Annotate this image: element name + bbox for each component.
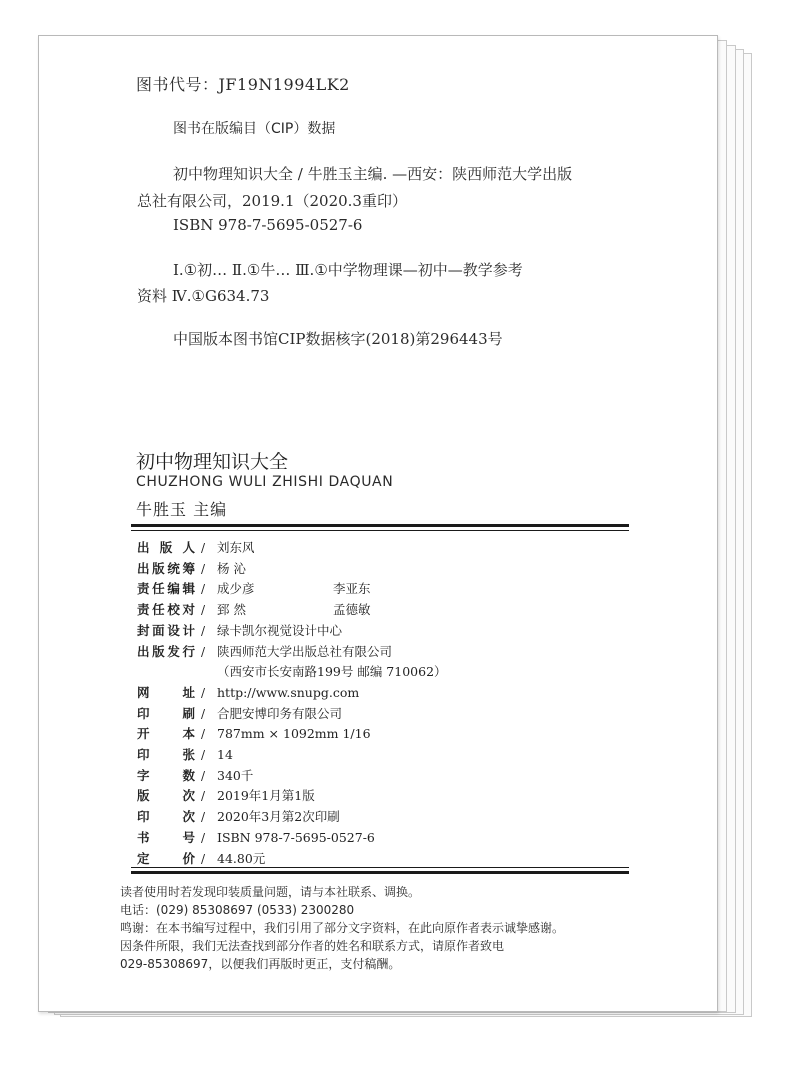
- info-label-char: 发: [167, 643, 180, 659]
- info-label-char: 定: [137, 850, 150, 866]
- info-label-char: 责: [137, 581, 150, 597]
- info-label-char: 面: [152, 622, 165, 638]
- info-label-char: 号: [182, 829, 195, 845]
- info-value: 陕西师范大学出版总社有限公司: [217, 643, 393, 659]
- info-label-char: 本: [182, 726, 195, 742]
- info-label-char: 印: [137, 705, 150, 721]
- info-label: [137, 684, 195, 702]
- notice-line: 因条件所限，我们无法查找到部分作者的姓名和联系方式，请原作者致电: [120, 939, 505, 953]
- info-label-char: 任: [152, 602, 165, 618]
- cip-line: ISBN 978-7-5695-0527-6: [173, 216, 363, 234]
- info-label: [137, 601, 195, 619]
- info-label: [137, 787, 195, 805]
- info-separator: /: [201, 582, 206, 597]
- info-label: [137, 829, 195, 847]
- info-label: [137, 767, 195, 785]
- info-label: [137, 705, 195, 723]
- info-label-char: 出: [137, 540, 150, 555]
- book-title: 初中物理知识大全: [136, 451, 289, 473]
- info-label-char: 统: [167, 560, 180, 576]
- book-title-pinyin: CHUZHONG WULI ZHISHI DAQUAN: [136, 474, 394, 490]
- info-separator: /: [201, 561, 206, 576]
- divider-thick: [131, 871, 629, 874]
- info-value: ISBN 978-7-5695-0527-6: [217, 829, 375, 845]
- info-value: 合肥安博印务有限公司: [217, 705, 343, 721]
- notice-line: 电话：(029) 85308697 (0533) 2300280: [120, 903, 355, 917]
- divider-thin: [131, 867, 629, 868]
- info-label: [137, 622, 195, 640]
- info-value: 杨 沁: [217, 560, 246, 576]
- info-label-char: 数: [182, 767, 195, 783]
- info-label: [137, 725, 195, 743]
- info-separator: /: [201, 851, 206, 866]
- info-label: [137, 580, 195, 598]
- info-label-char: 张: [182, 747, 195, 762]
- info-label-char: 印: [137, 747, 150, 762]
- info-label-char: 字: [137, 767, 150, 783]
- info-value: 郅 然: [217, 602, 246, 618]
- book-code: 图书代号：JF19N1994LK2: [136, 75, 350, 94]
- info-label: [137, 808, 195, 826]
- info-label-char: 编: [167, 581, 180, 597]
- notice-line: 鸣谢：在本书编写过程中，我们引用了部分文字资料，在此向原作者表示诚挚感谢。: [120, 921, 565, 935]
- info-value: 2020年3月第2次印刷: [217, 809, 340, 825]
- info-separator: /: [201, 830, 206, 845]
- info-label-char: 出: [137, 560, 150, 576]
- info-label-char: 版: [159, 540, 173, 555]
- info-separator: /: [201, 541, 206, 555]
- info-separator: /: [201, 685, 206, 700]
- info-separator: /: [201, 789, 206, 804]
- info-label-char: 校: [167, 602, 180, 618]
- info-label-char: 网: [137, 684, 150, 700]
- cip-line: 总社有限公司，2019.1（2020.3重印）: [137, 192, 407, 210]
- info-label-char: 址: [182, 684, 195, 700]
- cip-line: 资料 Ⅳ.①G634.73: [137, 287, 270, 305]
- divider-thick: [131, 524, 629, 527]
- info-label: [137, 746, 195, 764]
- info-value: 340千: [217, 767, 254, 783]
- info-separator: /: [201, 603, 206, 618]
- info-value: http://www.snupg.com: [217, 684, 360, 700]
- info-label-char: 行: [182, 643, 195, 659]
- notice-line: 029-85308697，以便我们再版时更正，支付稿酬。: [120, 957, 401, 971]
- info-label-char: 筹: [182, 560, 195, 576]
- info-separator: /: [201, 644, 206, 659]
- info-value: 2019年1月第1版: [217, 788, 315, 804]
- info-label-char: 设: [167, 622, 180, 638]
- divider-thin: [131, 530, 629, 531]
- info-label-char: 次: [182, 788, 195, 804]
- info-label-char: 计: [182, 622, 195, 638]
- info-label-char: 价: [182, 850, 195, 866]
- info-label-char: 对: [182, 602, 195, 618]
- info-label-char: 刷: [182, 705, 195, 721]
- info-label-char: 版: [137, 788, 150, 804]
- chief-editor: 牛胜玉 主编: [136, 500, 228, 519]
- info-value: 绿卡凯尔视觉设计中心: [217, 622, 343, 638]
- notice-line: 读者使用时若发现印装质量问题，请与本社联系、调换。: [120, 885, 421, 899]
- info-label: [137, 560, 195, 578]
- info-value: （西安市长安南路199号 邮编 710062）: [217, 664, 447, 680]
- info-value-secondary: 李亚东: [333, 581, 371, 597]
- info-value: 787mm × 1092mm 1/16: [217, 726, 371, 742]
- info-separator: /: [201, 748, 206, 762]
- info-label-char: 辑: [182, 581, 195, 597]
- info-separator: /: [201, 768, 206, 783]
- info-label-char: 版: [152, 643, 165, 659]
- info-label: [137, 539, 195, 557]
- info-value: 14: [217, 747, 233, 762]
- info-label-char: 出: [137, 643, 150, 659]
- cip-line: 初中物理知识大全 / 牛胜玉主编. —西安：陕西师范大学出版: [173, 165, 573, 183]
- info-value: 成少彦: [217, 581, 255, 597]
- cip-line: 中国版本图书馆CIP数据核字(2018)第296443号: [173, 330, 503, 348]
- info-separator: /: [201, 727, 206, 742]
- info-separator: /: [201, 706, 206, 721]
- info-value: 刘东风: [217, 540, 255, 555]
- copyright-page: [38, 35, 718, 1012]
- info-value: 44.80元: [217, 850, 266, 866]
- info-label-char: 书: [137, 829, 150, 845]
- cip-title: 图书在版编目（CIP）数据: [173, 121, 336, 137]
- cip-line: Ⅰ.①初… Ⅱ.①牛… Ⅲ.①中学物理课—初中—教学参考: [173, 261, 523, 279]
- info-separator: /: [201, 623, 206, 638]
- info-label-char: 版: [152, 560, 165, 576]
- info-label-char: 开: [137, 726, 150, 742]
- info-label-char: 封: [137, 622, 150, 638]
- info-label-char: 次: [182, 809, 195, 825]
- info-separator: /: [201, 810, 206, 825]
- info-label-char: 责: [137, 602, 150, 618]
- info-label: [137, 643, 195, 661]
- info-label-char: 任: [152, 581, 165, 597]
- info-label-char: 人: [182, 540, 195, 555]
- info-label-char: 印: [137, 809, 150, 825]
- info-value-secondary: 孟德敏: [333, 602, 371, 618]
- info-label: [137, 850, 195, 868]
